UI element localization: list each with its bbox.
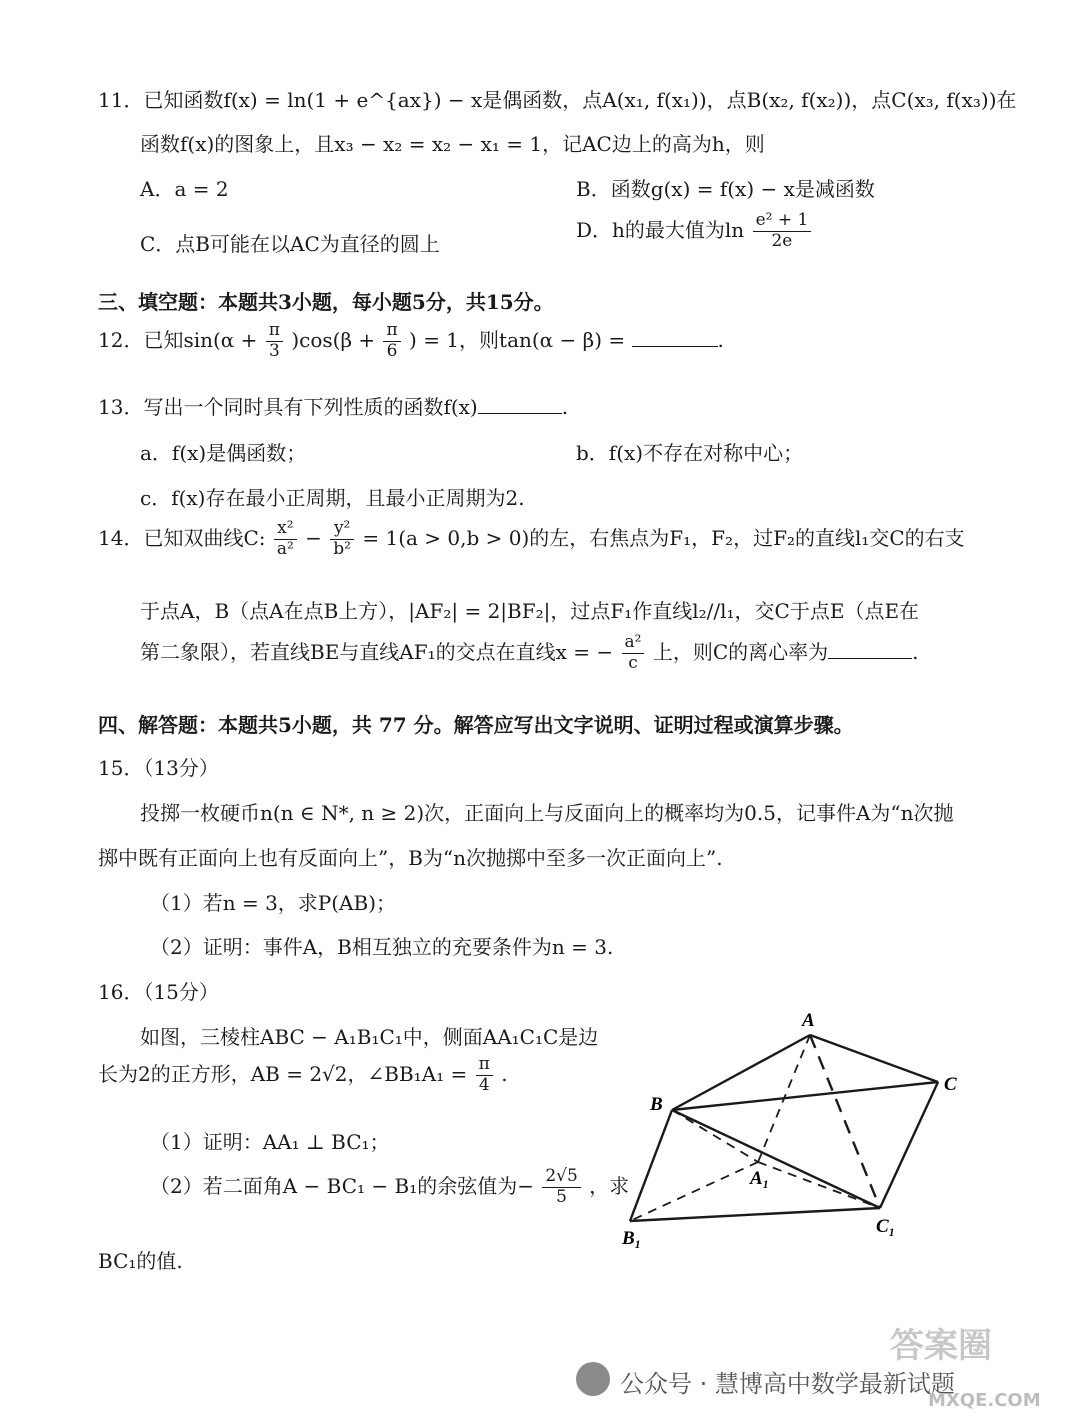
section-4-heading: 四、解答题：本题共5小题，共 77 分。解答应写出文字说明、证明过程或演算步骤。 [98,713,854,737]
q13-property-a: a．f(x)是偶函数； [140,441,307,465]
q14-answer-blank[interactable] [828,657,912,659]
q14-fraction-a2-c: $\frac{\text{a²}}{c}$ [622,634,645,673]
q11-option-d: D．h的最大值为ln $\frac{\text{e² + 1}}{2e}$ [576,212,813,251]
q15-sub1: （1）若n = 3，求P(AB)； [150,891,397,915]
label-c1: C₁ [876,1216,896,1237]
q12-answer-blank[interactable] [632,345,718,347]
q11-line1: 11．已知函数f(x) = ln(1 + e^{ax}) − x是偶函数，点A(x₁, f(x₁))，点B(x₂, f(x₂))，点C(x₃, f(x₃))在 [98,88,1017,112]
q11-option-d-fraction: $\frac{\text{e² + 1}}{2e}$ [753,212,812,251]
edge-a-a1-dashed [758,1035,810,1162]
q14-fraction-x2-a2: $\frac{\text{x²}}{\text{a²}}$ [274,520,297,559]
watermark-stamp: 答案圈 [890,1326,992,1366]
q13-property-b: b．f(x)不存在对称中心； [576,441,804,465]
q15-heading: 15．（13分） [98,756,219,780]
label-b: B [650,1094,663,1115]
edge-b1-c1 [630,1208,880,1221]
q15-line2: 掷中既有正面向上也有反面向上”，B为“n次抛掷中至多一次正面向上”. [98,846,723,870]
q13-stem: 13．写出一个同时具有下列性质的函数f(x) . [98,395,569,419]
q16-line2: 长为2的正方形，AB = 2√2，∠BB₁A₁ = $\frac{\pi}{4}$ . [98,1054,508,1095]
q14-fraction-y2-b2: $\frac{\text{y²}}{\text{b²}}$ [330,520,354,559]
q15-line1: 投掷一枚硬币n(n ∈ N*, n ≥ 2)次，正面向上与反面向上的概率均为0.5，记事件A为“n次抛 [140,801,954,825]
label-a1: A₁ [750,1168,770,1189]
q12-fraction-pi-6: $\frac{\pi}{6}$ [383,322,400,361]
watermark-site: MXQE.COM [928,1390,1041,1411]
edge-b-a1-dashed [672,1110,758,1162]
q16-fraction-pi-4: $\frac{\pi}{4}$ [476,1056,493,1095]
label-c: C [944,1074,957,1095]
wechat-icon [576,1362,610,1396]
section-3-heading: 三、填空题：本题共3小题，每小题5分，共15分。 [98,290,554,314]
label-a: A [802,1010,815,1031]
q16-last-line: BC₁的值. [98,1249,183,1273]
edge-c-c1 [880,1082,938,1208]
q11-option-b: B．函数g(x) = f(x) − x是减函数 [576,177,875,201]
q13-property-c: c．f(x)存在最小正周期，且最小正周期为2. [140,486,525,510]
q16-line1: 如图，三棱柱ABC − A₁B₁C₁中，侧面AA₁C₁C是边 [140,1025,599,1049]
edge-a1-c1-dashed [758,1162,880,1208]
edge-b-c [672,1082,938,1110]
q14-line2: 于点A，B（点A在点B上方），|AF₂| = 2|BF₂|，过点F₁作直线l₂//l₁，交C于点E（点E在 [140,599,920,623]
segment-b-c1 [672,1110,880,1208]
q11-option-c: C．点B可能在以AC为直径的圆上 [140,232,440,256]
q13-answer-blank[interactable] [478,412,562,414]
q14-line1: 14．已知双曲线C: $\frac{\text{x²}}{\text{a²}}$ − $\frac{\text{y²}}{\text{b²}}$ = 1(a > 0,b > 0)的左，右焦点为F₁，F₂，过F₂的直线l₁交C的右支 [98,518,965,559]
q16-sub1: （1）证明：AA₁ ⊥ BC₁； [150,1130,390,1154]
q16-heading: 16．（15分） [98,980,219,1004]
prism-figure [600,1000,980,1260]
edge-a-c1-dashed [810,1035,880,1208]
watermark-text: 公众号 · 慧博高中数学最新试题 [620,1370,955,1398]
edge-a-c [810,1035,938,1082]
q12: 12．已知sin(α + $\frac{\pi}{3}$ )cos(β + $\frac{\pi}{6}$ ) = 1，则tan(α − β) = . [98,320,724,361]
q11-option-a: A．a = 2 [140,177,229,201]
q12-fraction-pi-3: $\frac{\pi}{3}$ [266,322,283,361]
q11-line2: 函数f(x)的图象上，且x₃ − x₂ = x₂ − x₁ = 1，记AC边上的高为h，则 [140,132,765,156]
label-b1: B₁ [622,1228,642,1249]
q14-line3: 第二象限），若直线BE与直线AF₁的交点在直线x = − $\frac{\text{a²}}{c}$ 上，则C的离心率为 . [140,632,919,673]
q16-fraction-2root5-5: $\frac{2√5}{5}$ [542,1168,580,1207]
q16-sub2: （2）若二面角A − BC₁ − B₁的余弦值为− $\frac{2√5}{5}$ ，求 [150,1166,630,1207]
q15-sub2: （2）证明：事件A，B相互独立的充要条件为n = 3. [150,935,614,959]
